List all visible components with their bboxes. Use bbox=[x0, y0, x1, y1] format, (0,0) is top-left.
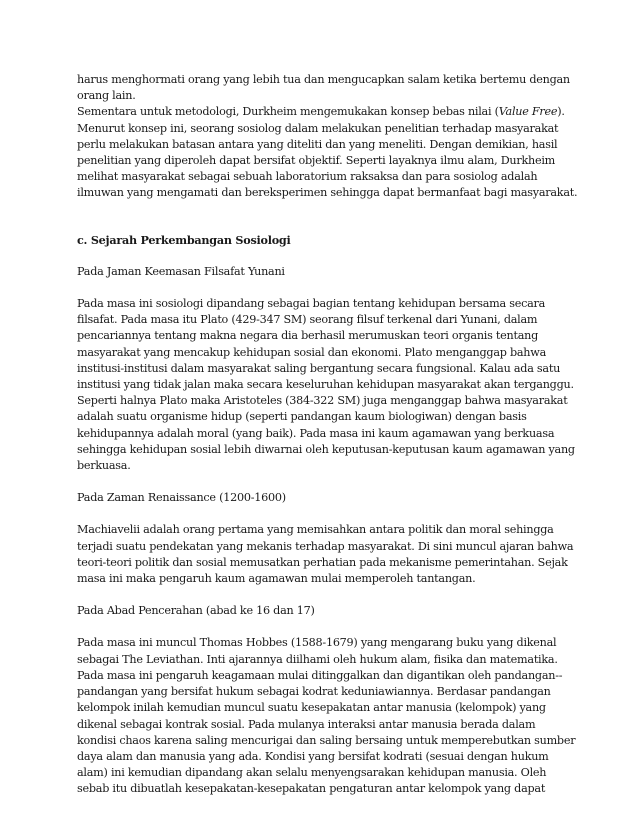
era1-paragraph bbox=[77, 296, 575, 474]
text-line: Pada masa ini pengaruh keagamaan mulai ditinggalkan dan digantikan oleh pandangan-- bbox=[77, 668, 563, 682]
text-line: berkuasa. bbox=[77, 459, 131, 473]
era3-paragraph bbox=[77, 635, 576, 797]
era-title: Pada Jaman Keemasan Filsafat Yunani bbox=[77, 264, 285, 278]
text-line: masyarakat yang mencakup kehidupan sosial dan ekonomi. Plato menganggap bahwa bbox=[77, 345, 547, 359]
document-page bbox=[77, 72, 578, 798]
text-line: Pada masa ini sosiologi dipandang sebagai bagian tentang kehidupan bersama secara bbox=[77, 297, 546, 311]
text-line: adalah suatu organisme hidup (seperti pandangan kaum biologiwan) dengan basis bbox=[77, 410, 527, 424]
durkheim-paragraph bbox=[77, 104, 578, 201]
text-line bbox=[77, 104, 572, 120]
text-line: terjadi suatu pendekatan yang mekanis terhadap masyarakat. Di sini muncul ajaran bahwa bbox=[77, 539, 574, 553]
era-title: Pada Zaman Renaissance (1200-1600) bbox=[77, 491, 286, 505]
text-line: institusi yang tidak jalan maka secara keseluruhan kehidupan masyarakat akan terganggu. bbox=[77, 378, 574, 392]
text-line: harus menghormati orang yang lebih tua dan mengucapkan salam ketika bertemu dengan bbox=[77, 73, 570, 86]
text-line: dikenal sebagai kontrak sosial. Pada mulanya interaksi antar manusia berada dalam bbox=[77, 717, 536, 731]
text-line: filsafat. Pada masa itu Plato (429-347 SM) seorang filsuf terkenal dari Yunani, dalam bbox=[77, 313, 538, 327]
text-line: institusi-institusi dalam masyarakat saling bergantung secara fungsional. Kalau ada satu bbox=[77, 361, 561, 375]
text-line: Seperti halnya Plato maka Aristoteles (384-322 SM) juga menganggap bahwa masyarakat bbox=[77, 394, 568, 408]
text-line: sebagai The Leviathan. Inti ajarannya diilhami oleh hukum alam, fisika dan matematika. bbox=[77, 652, 558, 666]
text-line: kehidupannya adalah moral (yang baik). Pada masa ini kaum agamawan yang berkuasa bbox=[77, 426, 555, 440]
text-line: Pada masa ini muncul Thomas Hobbes (1588-1679) yang mengarang buku yang dikenal bbox=[77, 636, 557, 650]
section-heading: c. Sejarah Perkembangan Sosiologi bbox=[77, 232, 291, 247]
text-line: melihat masyarakat sebagai sebuah laboratorium raksaksa dan para sosiolog adalah bbox=[77, 170, 538, 184]
text-line: masa ini maka pengaruh kaum agamawan mulai memperoleh tantangan. bbox=[77, 572, 476, 586]
era-title: Pada Abad Pencerahan (abad ke 16 dan 17) bbox=[77, 604, 315, 618]
text-line: alam) ini kemudian dipandang akan selalu menyengsarakan kehidupan manusia. Oleh bbox=[77, 766, 547, 780]
text-line: kondisi chaos karena saling mencurigai dan saling bersaing untuk memperebutkan sumber bbox=[77, 733, 576, 747]
text-line: sehingga kehidupan sosial lebih diwarnai oleh keputusan-keputusan kaum agamawan yang bbox=[77, 442, 575, 456]
text-line: pandangan yang bersifat hukum sebagai kodrat keduniawiannya. Berdasar pandangan bbox=[77, 685, 551, 699]
text-line: perlu melakukan batasan antara yang diteliti dan yang meneliti. Dengan demikian, hasil bbox=[77, 137, 558, 151]
text-line: sebab itu dibuatlah kesepakatan-kesepakatan pengaturan antar kelompok yang dapat bbox=[77, 782, 546, 796]
text-line: Menurut konsep ini, seorang sosiolog dalam melakukan penelitian terhadap masyarakat bbox=[77, 121, 559, 135]
text-line: kelompok inilah kemudian muncul suatu kesepakatan antar manusia (kelompok) yang bbox=[77, 701, 546, 715]
text-line: pencariannya tentang makna negara dia berhasil merumuskan teori organis tentang bbox=[77, 329, 539, 343]
text-line: orang lain. bbox=[77, 89, 136, 103]
era2-paragraph bbox=[77, 522, 572, 587]
text-segment: Sementara untuk metodologi, Durkheim mengemukakan konsep bebas nilai ( bbox=[77, 105, 499, 119]
text-line: ilmuwan yang mengamati dan bereksperimen sehingga dapat bermanfaat bagi masyarakat. bbox=[77, 186, 578, 200]
text-line: daya alam dan manusia yang ada. Kondisi yang bersifat kodrati (sesuai dengan hukum bbox=[77, 749, 549, 763]
intro-paragraph bbox=[77, 72, 572, 104]
text-line: penelitian yang diperoleh dapat bersifat objektif. Seperti layaknya ilmu alam, Durkheim bbox=[77, 154, 556, 168]
text-segment: ). bbox=[557, 105, 565, 119]
text-line: teori-teori politik dan sosial memusatkan perhatian pada mekanisme pemerintahan. Sejak bbox=[77, 555, 568, 569]
value-free-term: Value Free bbox=[498, 105, 558, 119]
text-line: Machiavelii adalah orang pertama yang memisahkan antara politik dan moral sehingga bbox=[77, 523, 554, 537]
